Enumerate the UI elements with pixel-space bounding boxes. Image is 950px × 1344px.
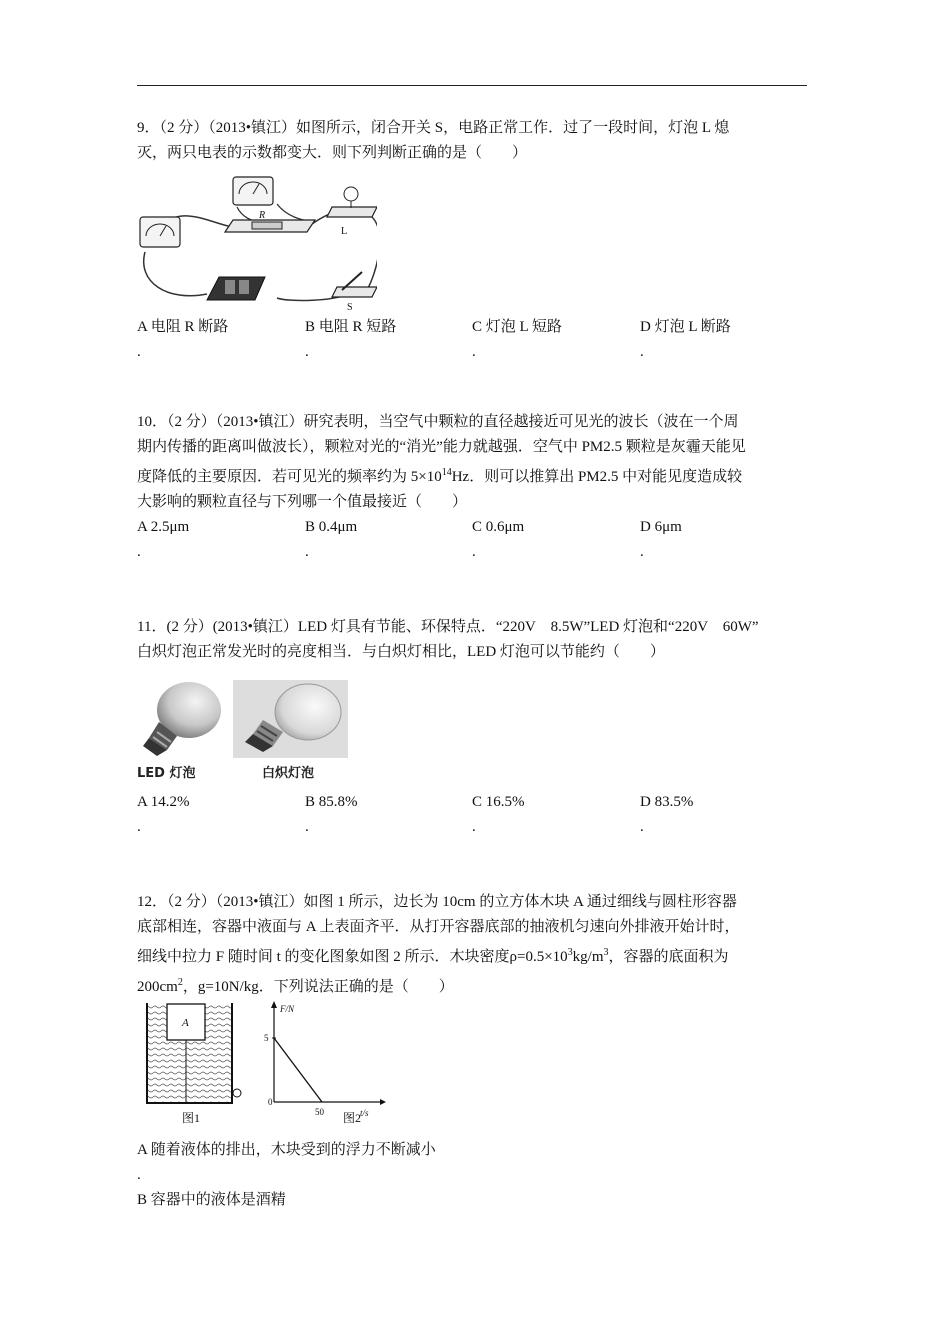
option-d-dot: . bbox=[640, 819, 644, 835]
option-d-text: D 6μm bbox=[640, 519, 682, 535]
option-b[interactable] bbox=[137, 1188, 807, 1213]
option-a-dot: . bbox=[137, 1167, 141, 1183]
question-9 bbox=[137, 116, 807, 166]
option-b[interactable] bbox=[305, 790, 465, 840]
option-a[interactable] bbox=[137, 1138, 807, 1188]
option-d[interactable] bbox=[640, 790, 800, 840]
question-12-line-3c: ，容器的底面积为 bbox=[608, 949, 729, 965]
x-tick-label: 50 bbox=[315, 1107, 324, 1117]
question-12-line-3 bbox=[137, 940, 807, 970]
question-11 bbox=[137, 615, 807, 665]
option-b-dot: . bbox=[305, 819, 309, 835]
option-b-text: B 容器中的液体是酒精 bbox=[137, 1192, 286, 1208]
option-d-dot: . bbox=[640, 544, 644, 560]
option-d-text: D 83.5% bbox=[640, 794, 694, 810]
question-12-line-4b: ，g=10N/kg．下列说法正确的是（ ） bbox=[182, 979, 454, 995]
option-a[interactable] bbox=[137, 790, 297, 840]
question-12-line-4a: 200cm bbox=[137, 979, 178, 995]
question-12-exponent-3: 2 bbox=[177, 977, 183, 988]
question-10-line-3 bbox=[137, 460, 807, 490]
question-12-line-4 bbox=[137, 970, 807, 1000]
option-a-dot: . bbox=[137, 544, 141, 560]
x-axis-label: t/s bbox=[360, 1108, 369, 1118]
option-b[interactable] bbox=[305, 315, 465, 365]
option-c[interactable] bbox=[472, 790, 632, 840]
switch-label: S bbox=[347, 302, 353, 312]
option-c-dot: . bbox=[472, 819, 476, 835]
header-rule bbox=[137, 85, 807, 86]
option-c[interactable] bbox=[472, 515, 632, 565]
option-c-dot: . bbox=[472, 544, 476, 560]
figure-1-caption: 图1 bbox=[182, 1111, 201, 1125]
option-a-text: A 2.5μm bbox=[137, 519, 190, 535]
question-9-line-1: 9．（2 分）（2013•镇江）如图所示，闭合开关 S，电路正常工作．过了一段时间，灯泡 L 熄 bbox=[137, 120, 730, 136]
option-b-dot: . bbox=[305, 344, 309, 360]
question-12-line-1: 12．（2 分）（2013•镇江）如图 1 所示，边长为 10cm 的立方体木块 A 通过细线与圆柱形容器 bbox=[137, 894, 737, 910]
question-10-line-2: 期内传播的距离叫做波长），颗粒对光的“消光”能力就越强．空气中 PM2.5 颗粒是灰霾天能见 bbox=[137, 439, 746, 455]
y-axis-label: F/N bbox=[280, 1004, 295, 1014]
question-10-line-3a: 度降低的主要原因．若可见光的频率约为 5×10 bbox=[137, 469, 442, 485]
option-c-text: C 16.5% bbox=[472, 794, 525, 810]
question-12-line-2: 底部相连，容器中液面与 A 上表面齐平．从打开容器底部的抽液机匀速向外排液开始计时， bbox=[137, 919, 740, 935]
block-label: A bbox=[182, 1017, 189, 1029]
question-10-line-4: 大影响的颗粒直径与下列哪一个值最接近（ ） bbox=[137, 494, 468, 510]
led-bulb-image bbox=[137, 680, 227, 758]
option-b-text: B 电阻 R 短路 bbox=[305, 319, 397, 335]
question-11-line-1: 11．(2 分）(2013•镇江）LED 灯具有节能、环保特点．“220V 8.5W”LED 灯泡和“220V 60W” bbox=[137, 619, 759, 635]
origin-label: 0 bbox=[268, 1097, 273, 1107]
option-d[interactable] bbox=[640, 315, 800, 365]
option-d[interactable] bbox=[640, 515, 800, 565]
option-c-text: C 灯泡 L 短路 bbox=[472, 319, 562, 335]
question-12-line-3a: 细线中拉力 F 随时间 t 的变化图象如图 2 所示．木块密度ρ=0.5×10 bbox=[137, 949, 568, 965]
option-c-dot: . bbox=[472, 344, 476, 360]
question-12-exponent-1: 3 bbox=[567, 947, 573, 958]
question-12-line-3b: kg/m bbox=[572, 949, 604, 965]
question-9-line-2: 灭，两只电表的示数都变大．则下列判断正确的是（ ） bbox=[137, 145, 528, 161]
incandescent-bulb-caption: 白炽灯泡 bbox=[262, 766, 315, 781]
option-a-text: A 随着液体的排出，木块受到的浮力不断减小 bbox=[137, 1142, 436, 1158]
question-12 bbox=[137, 890, 807, 1000]
figure-2-graph bbox=[262, 998, 387, 1128]
question-11-line-2: 白炽灯泡正常发光时的亮度相当．与白炽灯相比，LED 灯泡可以节能约（ ） bbox=[137, 644, 665, 660]
question-10-exponent: 14 bbox=[441, 467, 452, 478]
question-10-line-3b: Hz．则可以推算出 PM2.5 中对能见度造成较 bbox=[451, 469, 743, 485]
lamp-label: L bbox=[341, 226, 348, 237]
option-a-dot: . bbox=[137, 344, 141, 360]
option-a-dot: . bbox=[137, 819, 141, 835]
question-10-line-1: 10．（2 分）（2013•镇江）研究表明，当空气中颗粒的直径越接近可见光的波长（波在一个周 bbox=[137, 414, 739, 430]
circuit-diagram bbox=[137, 172, 377, 312]
y-tick-label: 5 bbox=[264, 1033, 269, 1043]
option-a[interactable] bbox=[137, 515, 297, 565]
option-c[interactable] bbox=[472, 315, 632, 365]
option-a-text: A 14.2% bbox=[137, 794, 190, 810]
resistor-label: R bbox=[259, 210, 266, 221]
option-c-text: C 0.6μm bbox=[472, 519, 525, 535]
figure-2-caption: 图2 bbox=[343, 1111, 362, 1125]
incandescent-bulb-image bbox=[233, 680, 348, 758]
option-a[interactable] bbox=[137, 315, 297, 365]
option-b-dot: . bbox=[305, 544, 309, 560]
option-b-text: B 85.8% bbox=[305, 794, 358, 810]
option-a-text: A 电阻 R 断路 bbox=[137, 319, 229, 335]
question-12-exponent-2: 3 bbox=[603, 947, 609, 958]
option-d-dot: . bbox=[640, 344, 644, 360]
option-b-text: B 0.4μm bbox=[305, 519, 358, 535]
led-bulb-caption: LED 灯泡 bbox=[137, 766, 196, 781]
question-10 bbox=[137, 410, 807, 515]
option-b[interactable] bbox=[305, 515, 465, 565]
option-d-text: D 灯泡 L 断路 bbox=[640, 319, 731, 335]
